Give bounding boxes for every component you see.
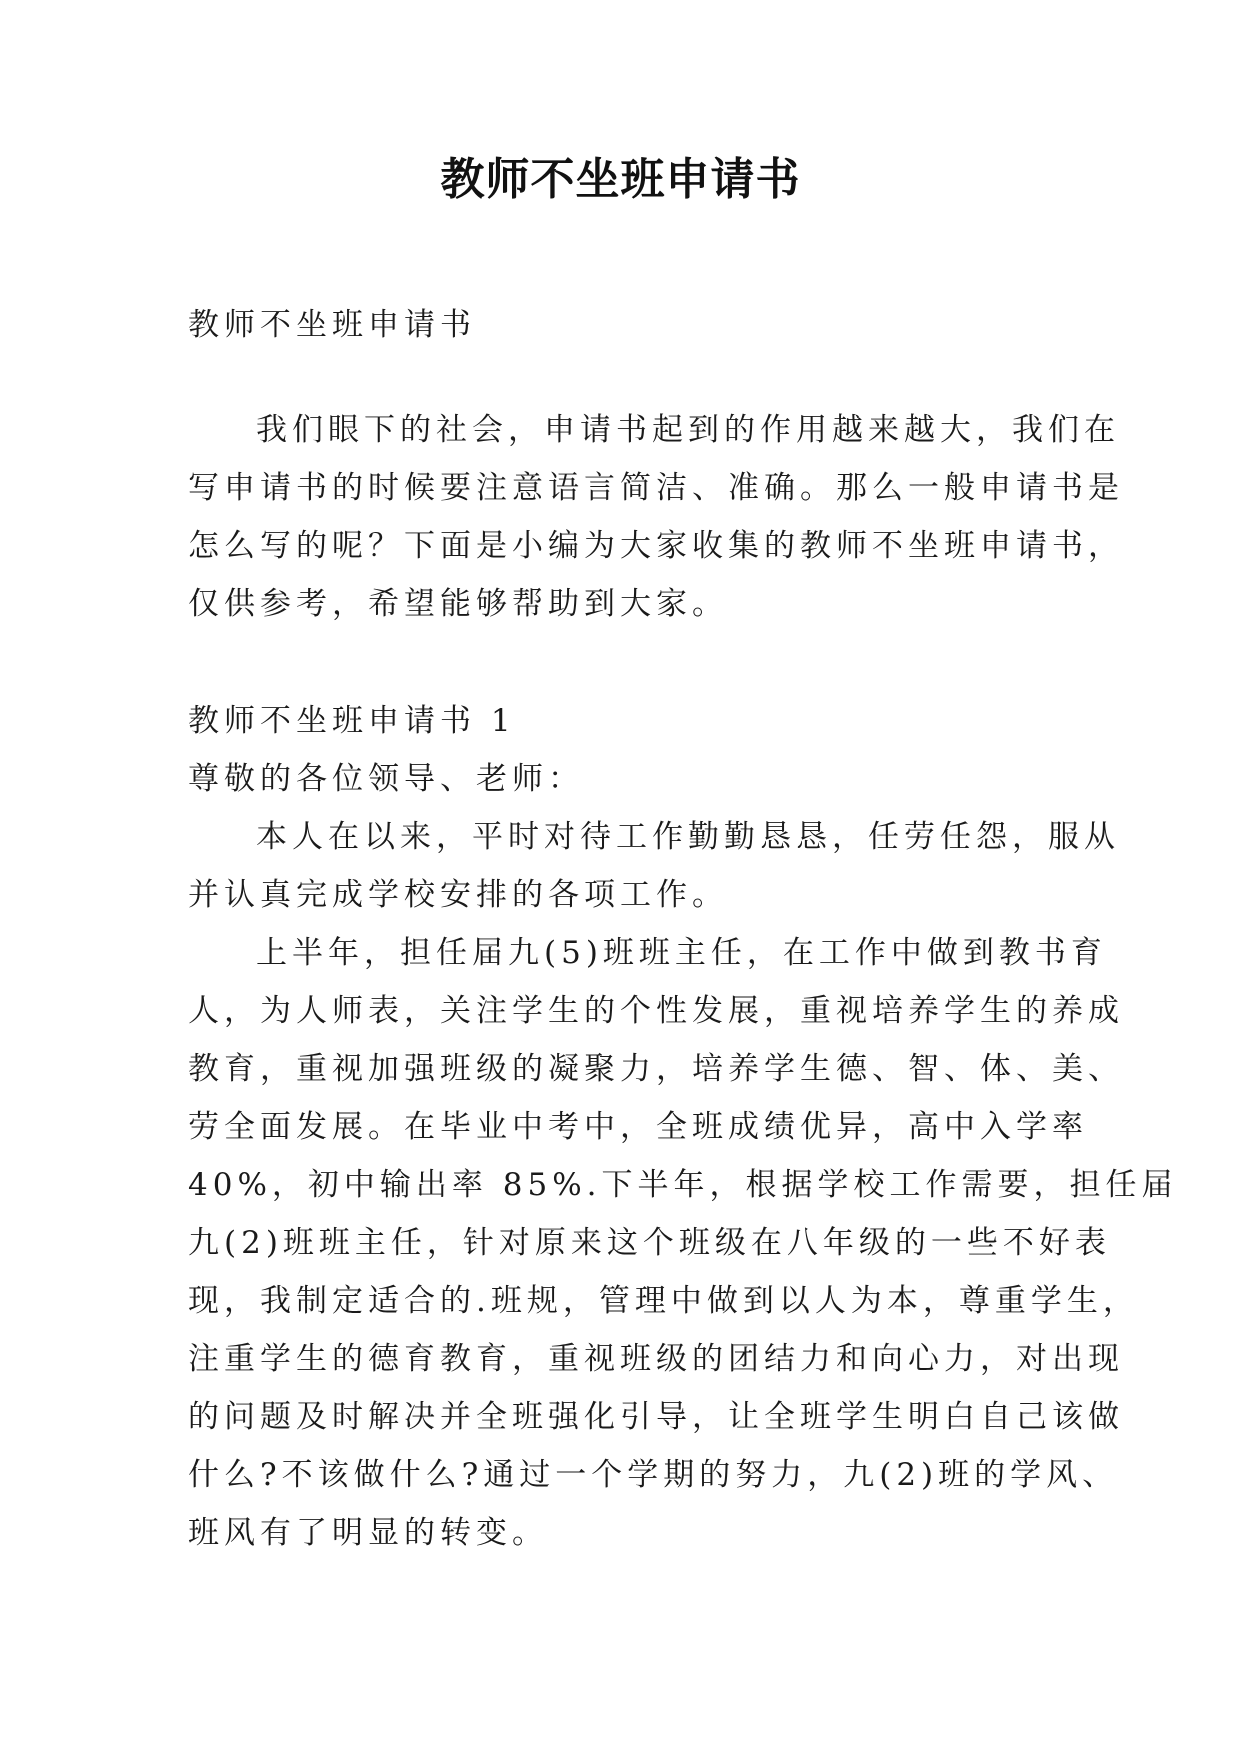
document-subtitle: 教师不坐班申请书 [188,307,476,343]
paragraph1-line: 本人在以来，平时对待工作勤勤恳恳，任劳任怨，服从 [256,819,1120,855]
paragraph2-line: 的问题及时解决并全班强化引导，让全班学生明白自己该做 [188,1399,1124,1435]
intro-line: 仅供参考，希望能够帮助到大家。 [188,586,728,622]
salutation: 尊敬的各位领导、老师： [188,761,584,797]
paragraph2-line: 九(2)班班主任，针对原来这个班级在八年级的一些不好表 [188,1225,1111,1261]
paragraph2-line: 什么?不该做什么?通过一个学期的努力，九(2)班的学风、 [188,1457,1119,1493]
intro-line: 怎么写的呢？下面是小编为大家收集的教师不坐班申请书， [188,528,1124,564]
paragraph2-line: 劳全面发展。在毕业中考中，全班成绩优异，高中入学率 [188,1109,1088,1145]
document-title: 教师不坐班申请书 [440,154,801,205]
paragraph2-line: 注重学生的德育教育，重视班级的团结力和向心力，对出现 [188,1341,1124,1377]
paragraph2-line: 人，为人师表，关注学生的个性发展，重视培养学生的养成 [188,993,1124,1029]
paragraph2-line: 现，我制定适合的.班规，管理中做到以人为本，尊重学生， [188,1283,1139,1319]
intro-line: 写申请书的时候要注意语言简洁、准确。那么一般申请书是 [188,470,1124,506]
section-heading: 教师不坐班申请书 1 [188,703,516,739]
intro-line: 我们眼下的社会，申请书起到的作用越来越大，我们在 [256,412,1120,448]
paragraph1-line: 并认真完成学校安排的各项工作。 [188,877,728,913]
paragraph2-line: 班风有了明显的转变。 [188,1515,548,1551]
paragraph2-line: 上半年，担任届九(5)班班主任，在工作中做到教书育 [256,935,1107,971]
paragraph2-line: 教育，重视加强班级的凝聚力，培养学生德、智、体、美、 [188,1051,1124,1087]
paragraph2-line: 40%，初中输出率 85%.下半年，根据学校工作需要，担任届 [188,1167,1178,1203]
